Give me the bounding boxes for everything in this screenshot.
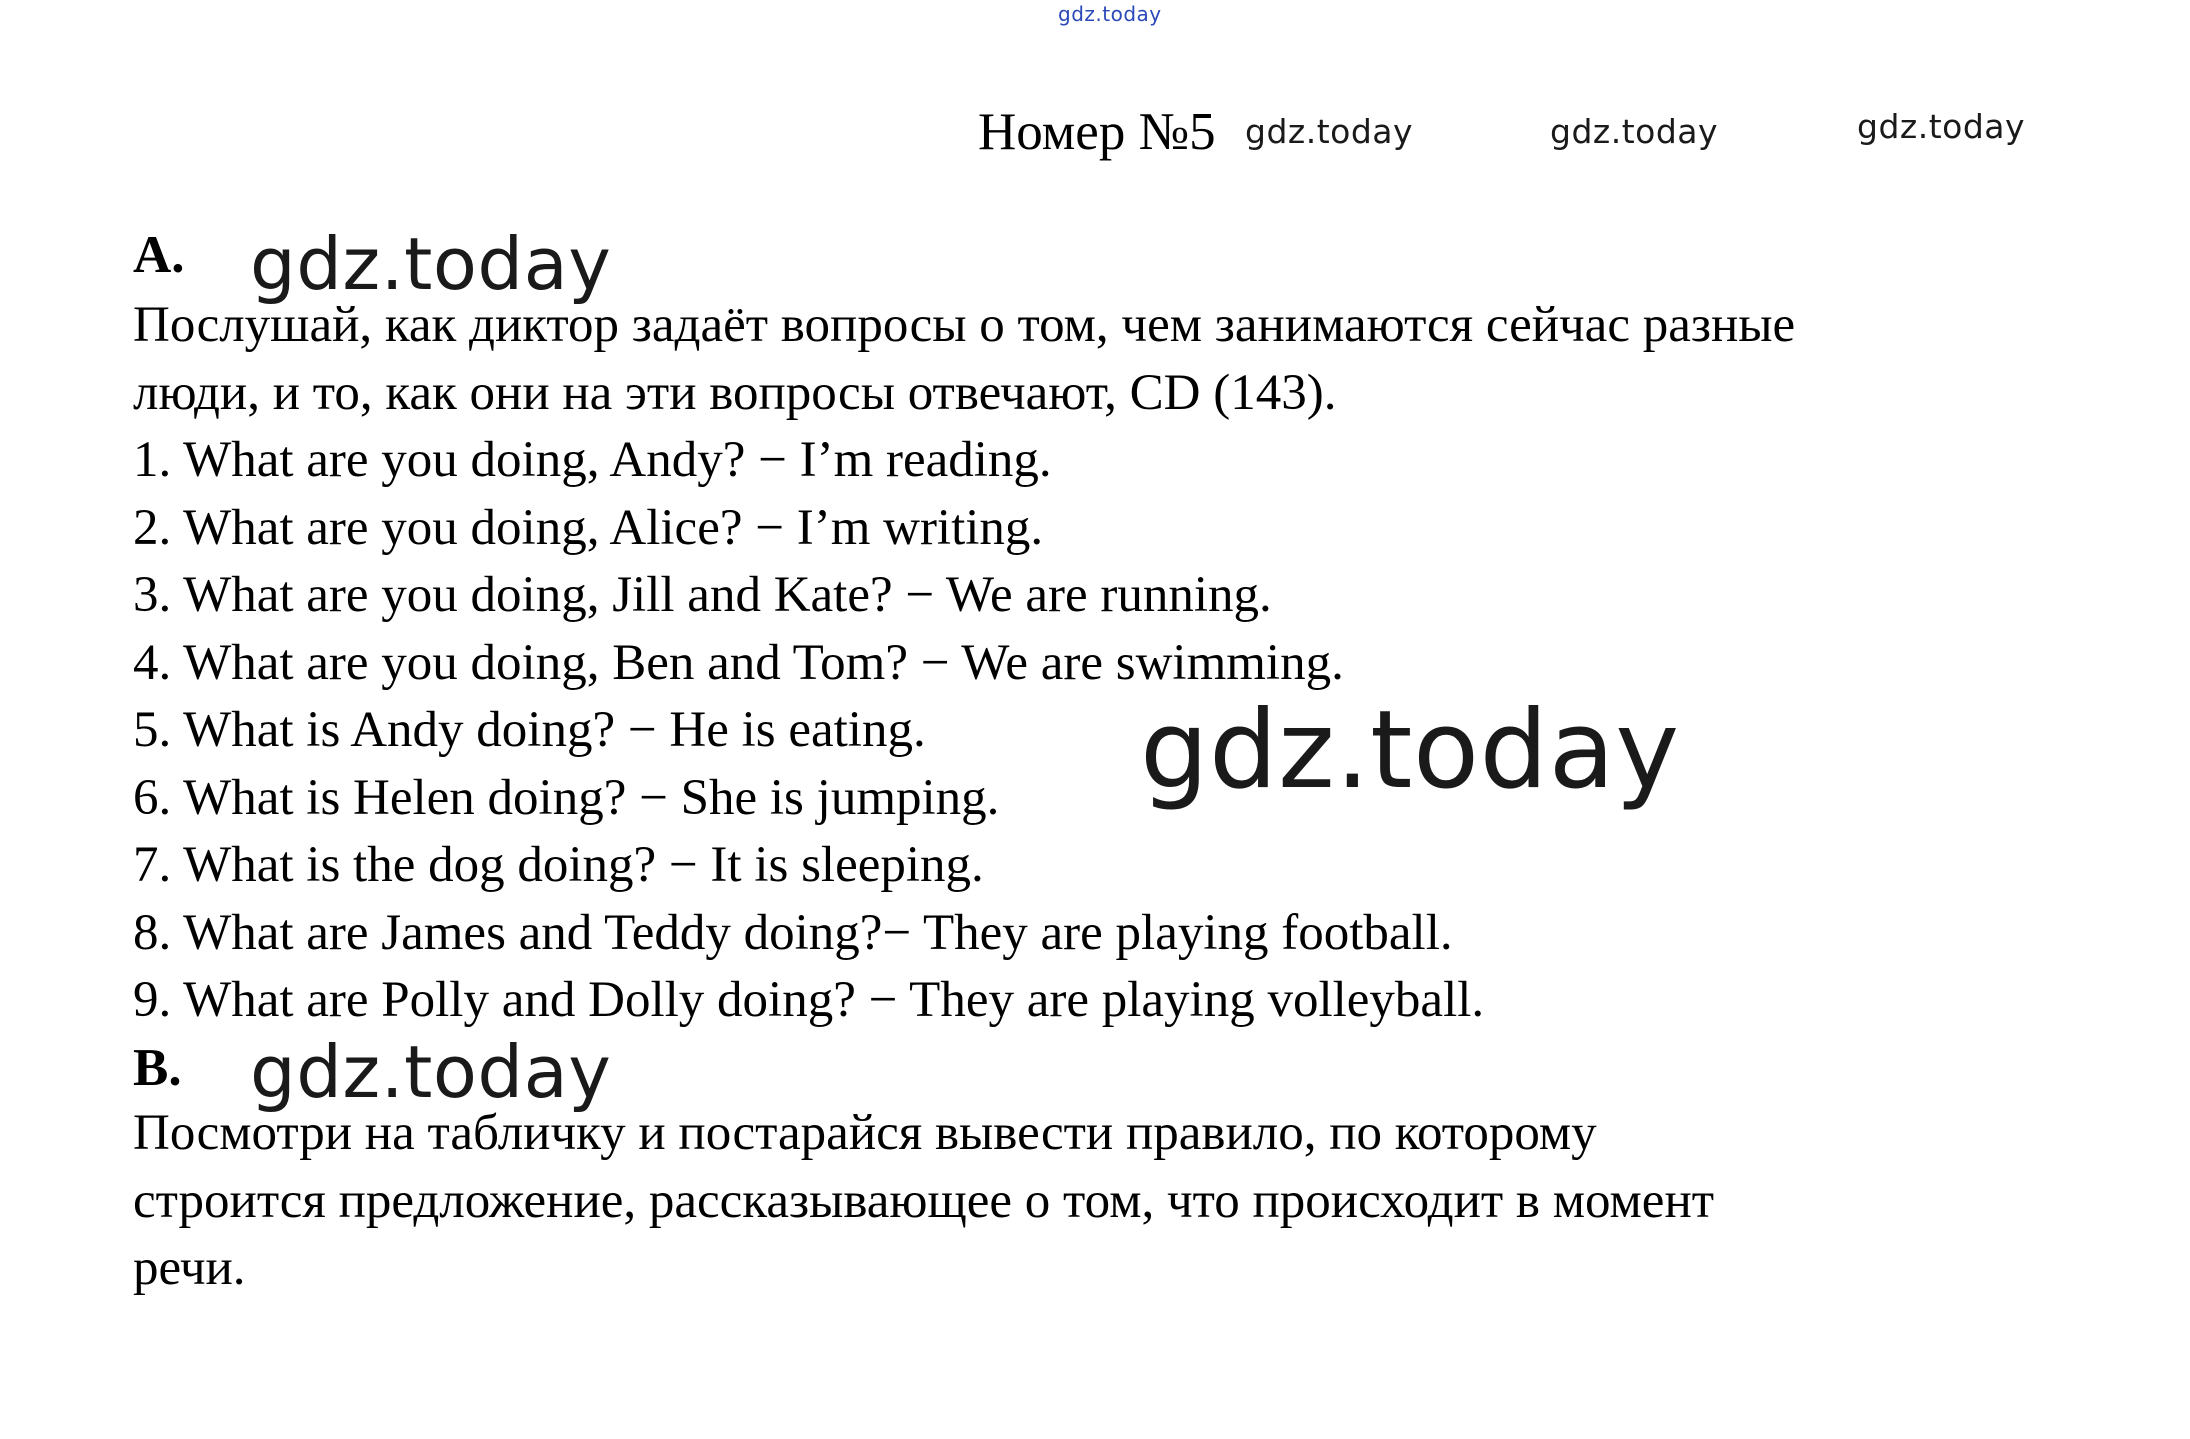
watermark-header-3: gdz.today — [1857, 107, 2026, 146]
dialogue-item-4: 4. What are you doing, Ben and Tom? − We are swimming. — [133, 634, 1344, 691]
dialogue-item-2: 2. What are you doing, Alice? − I’m writing. — [133, 499, 1044, 556]
watermark-header-2: gdz.today — [1550, 112, 1719, 151]
dialogue-item-7: 7. What is the dog doing? − It is sleeping. — [133, 837, 984, 893]
watermark-top: gdz.today — [1058, 2, 1162, 26]
instruction-line: Послушай, как диктор задаёт вопросы о том, чем занимаются сейчас разные — [133, 297, 1796, 353]
section-a-body — [133, 292, 1795, 1035]
dialogue-item-5: 5. What is Andy doing? − He is eating. — [133, 702, 926, 758]
instruction-line: речи. — [133, 1240, 246, 1296]
section-a-label: A. — [133, 226, 185, 284]
watermark-section-b: gdz.today — [250, 1030, 612, 1114]
instruction-line: Посмотри на табличку и постарайся вывести правило, по которому — [133, 1105, 1597, 1161]
instruction-line: люди, и то, как они на эти вопросы отвечают, CD (143). — [133, 364, 1337, 421]
watermark-section-a: gdz.today — [250, 222, 612, 306]
watermark-header-1: gdz.today — [1245, 112, 1414, 151]
watermark-center: gdz.today — [1140, 688, 1680, 813]
section-b-label: B. — [133, 1039, 182, 1097]
instruction-line: строится предложение, рассказывающее о том, что происходит в момент — [133, 1172, 1715, 1229]
page-title: Номер №5 — [978, 103, 1216, 161]
section-b-body — [133, 1100, 1714, 1303]
dialogue-item-6: 6. What is Helen doing? − She is jumping. — [133, 769, 1000, 826]
dialogue-item-8: 8. What are James and Teddy doing?− They are playing football. — [133, 904, 1453, 961]
dialogue-item-3: 3. What are you doing, Jill and Kate? − We are running. — [133, 567, 1272, 623]
dialogue-item-9: 9. What are Polly and Dolly doing? − They are playing volleyball. — [133, 972, 1485, 1028]
dialogue-item-1: 1. What are you doing, Andy? − I’m reading. — [133, 432, 1052, 488]
